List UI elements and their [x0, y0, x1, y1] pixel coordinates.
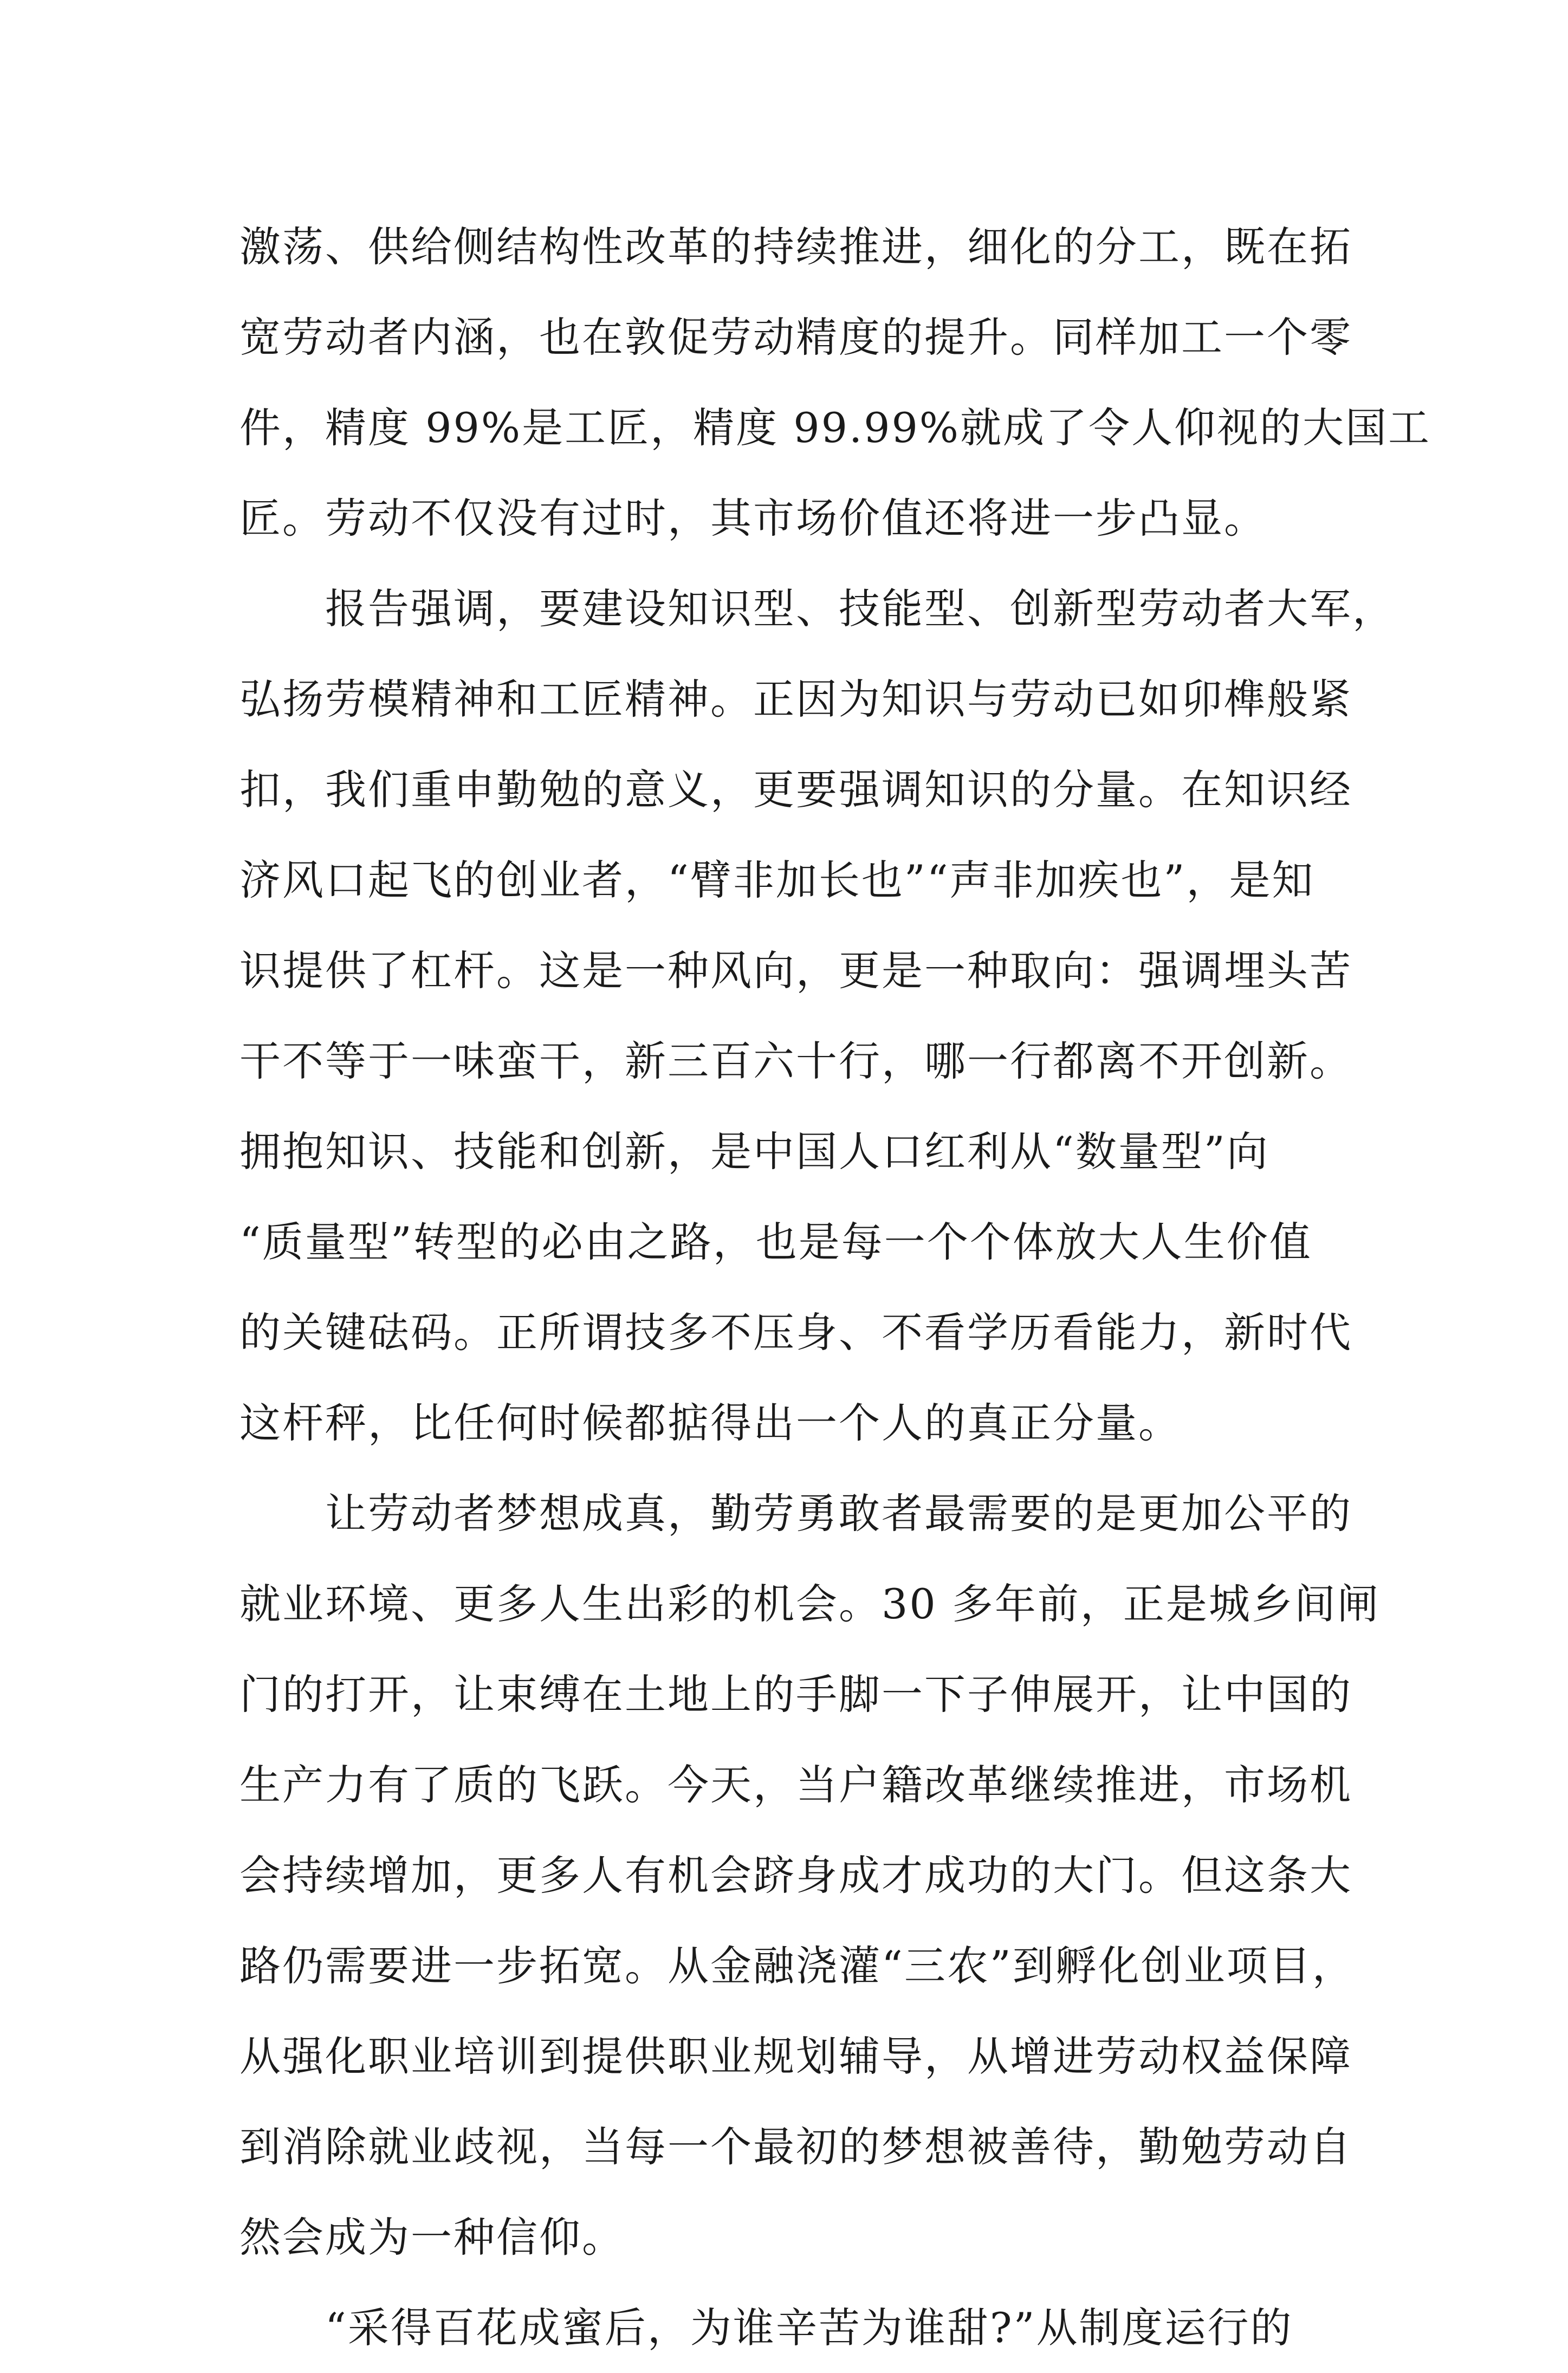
text-line: 生产力有了质的飞跃。今天，当户籍改革继续推进，市场机: [239, 1761, 1352, 1809]
text-line: 门的打开，让束缚在土地上的手脚一下子伸展开，让中国的: [239, 1670, 1352, 1719]
text-line: 识提供了杠杆。这是一种风向，更是一种取向：强调埋头苦: [239, 946, 1352, 995]
text-line: 拥抱知识、技能和创新，是中国人口红利从“数量型”向: [239, 1127, 1269, 1176]
text-line: 这杆秤，比任何时候都掂得出一个人的真正分量。: [239, 1399, 1181, 1447]
text-line: 干不等于一味蛮干，新三百六十行，哪一行都离不开创新。: [239, 1037, 1352, 1085]
text-line: 扣，我们重申勤勉的意义，更要强调知识的分量。在知识经: [239, 766, 1352, 814]
text-line: 让劳动者梦想成真，勤劳勇敢者最需要的是更加公平的: [239, 1489, 1352, 1538]
text-line: 就业环境、更多人生出彩的机会。30 多年前，正是城乡间闸: [239, 1580, 1380, 1628]
text-line: 弘扬劳模精神和工匠精神。正因为知识与劳动已如卯榫般紧: [239, 675, 1352, 723]
text-line: 到消除就业歧视，当每一个最初的梦想被善待，勤勉劳动自: [239, 2123, 1352, 2171]
text-line: “质量型”转型的必由之路，也是每一个个体放大人生价值: [239, 1218, 1312, 1266]
text-line: 宽劳动者内涵，也在敦促劳动精度的提升。同样加工一个零: [239, 313, 1352, 361]
text-line: 会持续增加，更多人有机会跻身成才成功的大门。但这条大: [239, 1851, 1352, 1899]
text-line: 件，精度 99%是工匠，精度 99.99%就成了令人仰视的大国工: [239, 404, 1431, 452]
text-line: 然会成为一种信仰。: [239, 2213, 625, 2261]
text-line: 济风口起飞的创业者，“臂非加长也”“声非加疾也”，是知: [239, 856, 1315, 904]
paragraph-1: [239, 202, 1431, 563]
paragraph-3: [239, 1468, 1380, 2283]
paragraph-2: [239, 563, 1395, 1468]
body-text: [239, 202, 1431, 2373]
text-line: 路仍需要进一步拓宽。从金融浇灌“三农”到孵化创业项目，: [239, 1942, 1355, 1990]
text-line: 匠。劳动不仅没有过时，其市场价值还将进一步凸显。: [239, 494, 1267, 542]
paragraph-4: [239, 2283, 1377, 2373]
text-line: 报告强调，要建设知识型、技能型、创新型劳动者大军，: [239, 585, 1395, 633]
text-line: “采得百花成蜜后，为谁辛苦为谁甜?”从制度运行的: [239, 2304, 1293, 2352]
text-line: 从强化职业培训到提供职业规划辅导，从增进劳动权益保障: [239, 2032, 1352, 2080]
text-line: 的关键砝码。正所谓技多不压身、不看学历看能力，新时代: [239, 1308, 1352, 1357]
text-line: 激荡、供给侧结构性改革的持续推进，细化的分工，既在拓: [239, 223, 1352, 271]
